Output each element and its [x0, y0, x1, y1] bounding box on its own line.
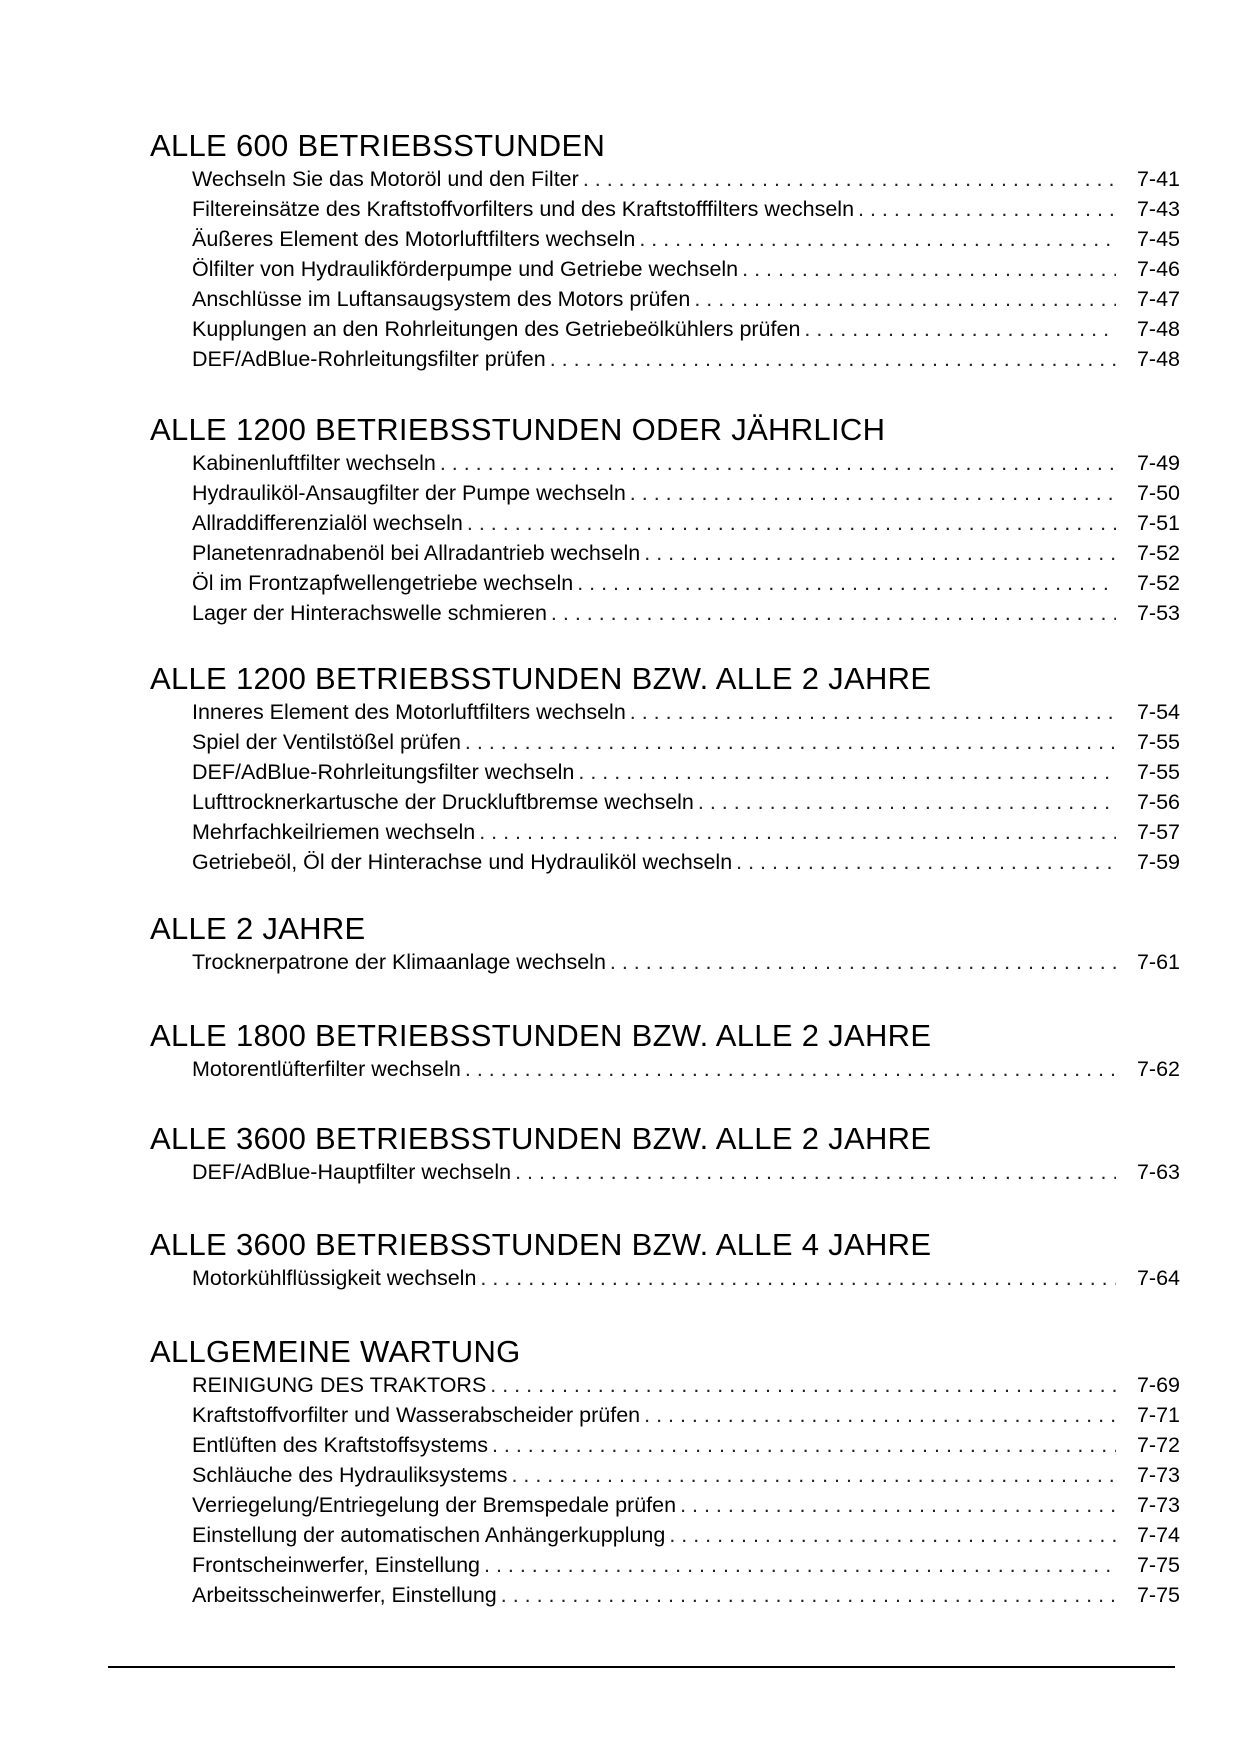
toc-entry[interactable] — [192, 1054, 1180, 1084]
dot-leader — [467, 508, 1116, 538]
toc-entry-label: Hydrauliköl-Ansaugfilter der Pumpe wechseln — [192, 481, 626, 505]
toc-entry-label: Öl im Frontzapfwellengetriebe wechseln — [192, 571, 574, 595]
toc-entry[interactable] — [192, 817, 1180, 847]
toc-entry[interactable] — [192, 164, 1180, 194]
toc-entry[interactable] — [192, 1263, 1180, 1293]
toc-entry[interactable] — [192, 448, 1180, 478]
toc-entry-label: Äußeres Element des Motorluftfilters wechseln — [192, 227, 636, 251]
dot-leader — [484, 1550, 1116, 1580]
section-heading: ALLE 1200 BETRIEBSSTUNDEN BZW. ALLE 2 JAHRE — [150, 661, 932, 696]
dot-leader — [669, 1520, 1116, 1550]
dot-leader — [479, 817, 1116, 847]
toc-entry[interactable] — [192, 757, 1180, 787]
toc-entry-label: Spiel der Ventilstößel prüfen — [192, 730, 461, 754]
toc-entry-page-number: 7-43 — [1136, 197, 1180, 221]
footer-divider — [108, 1666, 1175, 1668]
section-heading: ALLE 3600 BETRIEBSSTUNDEN BZW. ALLE 2 JAHRE — [150, 1121, 932, 1156]
toc-entry-page-number: 7-48 — [1136, 317, 1180, 341]
toc-entry-page-number: 7-48 — [1136, 347, 1180, 371]
dot-leader — [698, 787, 1116, 817]
section-heading: ALLGEMEINE WARTUNG — [150, 1334, 521, 1369]
toc-entry[interactable] — [192, 1490, 1180, 1520]
toc-section — [150, 1334, 1180, 1610]
dot-leader — [578, 757, 1116, 787]
toc-entry[interactable] — [192, 1400, 1180, 1430]
dot-leader — [804, 314, 1116, 344]
dot-leader — [736, 847, 1116, 877]
toc-entry-page-number: 7-73 — [1136, 1493, 1180, 1517]
toc-entry-page-number: 7-45 — [1136, 227, 1180, 251]
toc-entry-label: Arbeitsscheinwerfer, Einstellung — [192, 1583, 497, 1607]
toc-entry-page-number: 7-56 — [1136, 790, 1180, 814]
toc-entry[interactable] — [192, 284, 1180, 314]
toc-entry-page-number: 7-73 — [1136, 1463, 1180, 1487]
section-heading: ALLE 600 BETRIEBSSTUNDEN — [150, 128, 606, 163]
toc-section — [150, 128, 1180, 374]
toc-entry-page-number: 7-55 — [1136, 760, 1180, 784]
dot-leader — [515, 1157, 1116, 1187]
toc-section — [150, 412, 1180, 628]
toc-entry[interactable] — [192, 478, 1180, 508]
toc-entry-label: Einstellung der automatischen Anhängerkupplung — [192, 1523, 666, 1547]
toc-entry-page-number: 7-52 — [1136, 541, 1180, 565]
dot-leader — [644, 538, 1116, 568]
toc-entry[interactable] — [192, 568, 1180, 598]
dot-leader — [639, 224, 1116, 254]
dot-leader — [480, 1263, 1116, 1293]
toc-entry-label: Kraftstoffvorfilter und Wasserabscheider prüfen — [192, 1403, 641, 1427]
dot-leader — [630, 697, 1116, 727]
toc-entry[interactable] — [192, 1580, 1180, 1610]
toc-entry-page-number: 7-71 — [1136, 1403, 1180, 1427]
toc-entry-label: Filtereinsätze des Kraftstoffvorfilters und des Kraftstofffilters wechseln — [192, 197, 855, 221]
toc-entry-page-number: 7-61 — [1136, 950, 1180, 974]
dot-leader — [583, 164, 1116, 194]
toc-entry-label: REINIGUNG DES TRAKTORS — [192, 1373, 487, 1397]
toc-entry[interactable] — [192, 254, 1180, 284]
toc-entry[interactable] — [192, 194, 1180, 224]
toc-entry[interactable] — [192, 727, 1180, 757]
toc-entry-page-number: 7-72 — [1136, 1433, 1180, 1457]
toc-entry[interactable] — [192, 1370, 1180, 1400]
toc-entry-page-number: 7-64 — [1136, 1266, 1180, 1290]
toc-entry[interactable] — [192, 538, 1180, 568]
toc-entry-label: Mehrfachkeilriemen wechseln — [192, 820, 476, 844]
dot-leader — [742, 254, 1116, 284]
dot-leader — [610, 947, 1116, 977]
toc-entry-label: DEF/AdBlue-Rohrleitungsfilter prüfen — [192, 347, 546, 371]
dot-leader — [551, 598, 1116, 628]
toc-entry-label: Planetenradnabenöl bei Allradantrieb wechseln — [192, 541, 641, 565]
dot-leader — [694, 284, 1116, 314]
toc-entry-label: Lufttrocknerkartusche der Druckluftbremse wechseln — [192, 790, 694, 814]
toc-entry-label: Entlüften des Kraftstoffsystems — [192, 1433, 488, 1457]
dot-leader — [501, 1580, 1116, 1610]
toc-entry-label: Verriegelung/Entriegelung der Bremspedale prüfen — [192, 1493, 677, 1517]
toc-entry-label: Motorkühlflüssigkeit wechseln — [192, 1266, 477, 1290]
toc-entry-label: Lager der Hinterachswelle schmieren — [192, 601, 547, 625]
toc-entry-page-number: 7-59 — [1136, 850, 1180, 874]
section-heading: ALLE 2 JAHRE — [150, 911, 366, 946]
toc-section — [150, 1227, 1180, 1293]
dot-leader — [577, 568, 1116, 598]
toc-section — [150, 1018, 1180, 1084]
toc-entry-label: Schläuche des Hydrauliksystems — [192, 1463, 508, 1487]
toc-entry-page-number: 7-57 — [1136, 820, 1180, 844]
dot-leader — [858, 194, 1116, 224]
dot-leader — [440, 448, 1116, 478]
toc-entry-label: Anschlüsse im Luftansaugsystem des Motors prüfen — [192, 287, 691, 311]
dot-leader — [492, 1430, 1116, 1460]
toc-entry[interactable] — [192, 1157, 1180, 1187]
toc-entry-page-number: 7-50 — [1136, 481, 1180, 505]
toc-entry[interactable] — [192, 1460, 1180, 1490]
toc-entry-page-number: 7-63 — [1136, 1160, 1180, 1184]
toc-entry-label: Ölfilter von Hydraulikförderpumpe und Getriebe wechseln — [192, 257, 739, 281]
toc-entry-label: Allraddifferenzialöl wechseln — [192, 511, 463, 535]
toc-entry-label: DEF/AdBlue-Hauptfilter wechseln — [192, 1160, 512, 1184]
toc-entry[interactable] — [192, 1430, 1180, 1460]
toc-section — [150, 661, 1180, 877]
toc-entry[interactable] — [192, 697, 1180, 727]
toc-entry[interactable] — [192, 224, 1180, 254]
dot-leader — [680, 1490, 1116, 1520]
dot-leader — [550, 344, 1116, 374]
toc-entry-label: Motorentlüfterfilter wechseln — [192, 1057, 461, 1081]
toc-entry-page-number: 7-46 — [1136, 257, 1180, 281]
toc-entry-label: Frontscheinwerfer, Einstellung — [192, 1553, 481, 1577]
toc-entry-label: Kupplungen an den Rohrleitungen des Getriebeölkühlers prüfen — [192, 317, 801, 341]
toc-section — [150, 1121, 1180, 1187]
toc-entry[interactable] — [192, 508, 1180, 538]
toc-entry-page-number: 7-62 — [1136, 1057, 1180, 1081]
toc-entry-page-number: 7-41 — [1136, 167, 1180, 191]
dot-leader — [490, 1370, 1116, 1400]
toc-entry-label: DEF/AdBlue-Rohrleitungsfilter wechseln — [192, 760, 575, 784]
toc-entry-label: Kabinenluftfilter wechseln — [192, 451, 436, 475]
dot-leader — [511, 1460, 1116, 1490]
dot-leader — [644, 1400, 1116, 1430]
toc-entry-label: Trocknerpatrone der Klimaanlage wechseln — [192, 950, 606, 974]
section-heading: ALLE 1200 BETRIEBSSTUNDEN ODER JÄHRLICH — [150, 412, 886, 447]
toc-entry[interactable] — [192, 787, 1180, 817]
toc-entry-page-number: 7-55 — [1136, 730, 1180, 754]
toc-entry-page-number: 7-74 — [1136, 1523, 1180, 1547]
toc-entry-page-number: 7-54 — [1136, 700, 1180, 724]
toc-section — [150, 911, 1180, 977]
toc-entry-page-number: 7-75 — [1136, 1583, 1180, 1607]
section-heading: ALLE 3600 BETRIEBSSTUNDEN BZW. ALLE 4 JAHRE — [150, 1227, 932, 1262]
toc-entry-label: Wechseln Sie das Motoröl und den Filter — [192, 167, 579, 191]
section-heading: ALLE 1800 BETRIEBSSTUNDEN BZW. ALLE 2 JAHRE — [150, 1018, 932, 1053]
toc-entry-page-number: 7-47 — [1136, 287, 1180, 311]
toc-entry-page-number: 7-53 — [1136, 601, 1180, 625]
toc-entry-page-number: 7-51 — [1136, 511, 1180, 535]
toc-entry[interactable] — [192, 1550, 1180, 1580]
dot-leader — [465, 1054, 1116, 1084]
toc-entry[interactable] — [192, 314, 1180, 344]
toc-entry-page-number: 7-69 — [1136, 1373, 1180, 1397]
toc-entry[interactable] — [192, 344, 1180, 374]
toc-entry-label: Inneres Element des Motorluftfilters wechseln — [192, 700, 626, 724]
toc-entry[interactable] — [192, 847, 1180, 877]
toc-entry[interactable] — [192, 947, 1180, 977]
toc-entry-label: Getriebeöl, Öl der Hinterachse und Hydrauliköl wechseln — [192, 850, 733, 874]
toc-entry-page-number: 7-52 — [1136, 571, 1180, 595]
dot-leader — [465, 727, 1116, 757]
toc-entry[interactable] — [192, 1520, 1180, 1550]
dot-leader — [630, 478, 1116, 508]
toc-entry-page-number: 7-75 — [1136, 1553, 1180, 1577]
toc-entry-page-number: 7-49 — [1136, 451, 1180, 475]
toc-entry[interactable] — [192, 598, 1180, 628]
